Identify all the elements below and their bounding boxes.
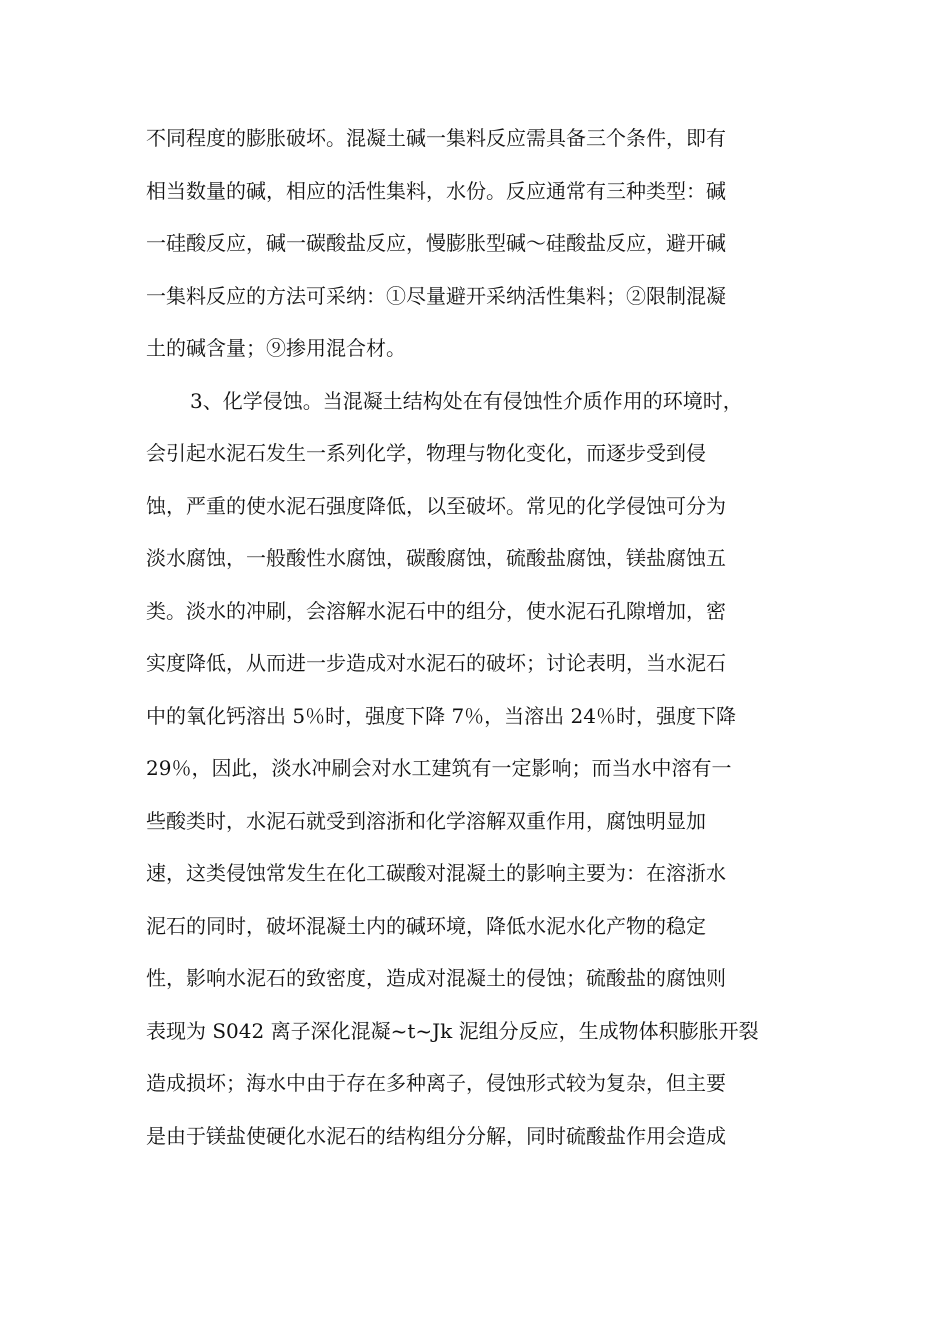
text-line: 速，这类侵蚀常发生在化工碳酸对混凝土的影响主要为：在溶浙水	[146, 861, 726, 885]
text-line: 29％，因此，淡水冲刷会对水工建筑有一定影响；而当水中溶有一	[146, 756, 732, 780]
text-line: 造成损坏；海水中由于存在多种离子，侵蚀形式较为复杂，但主要	[146, 1071, 726, 1095]
text-line: 泥石的同时，破坏混凝土内的碱环境，降低水泥水化产物的稳定	[146, 913, 706, 938]
text-line: 蚀，严重的使水泥石强度降低，以至破坏。常见的化学侵蚀可分为	[146, 493, 726, 518]
text-line: 一硅酸反应，碱一碳酸盐反应，慢膨胀型碱～硅酸盐反应，避开碱	[146, 231, 726, 255]
text-line: 不同程度的膨胀破坏。混凝土碱一集料反应需具备三个条件，即有	[146, 126, 726, 150]
body-text	[146, 115, 806, 1165]
text-line: 会引起水泥石发生一系列化学，物理与物化变化，而逐步受到侵	[146, 441, 706, 465]
text-line: 性，影响水泥石的致密度，造成对混凝土的侵蚀；硫酸盐的腐蚀则	[146, 966, 726, 990]
text-line: 淡水腐蚀，一般酸性水腐蚀，碳酸腐蚀，硫酸盐腐蚀，镁盐腐蚀五	[146, 546, 726, 570]
text-line: 相当数量的碱，相应的活性集料，水份。反应通常有三种类型：碱	[146, 178, 726, 203]
text-line: 表现为 S042 离子深化混凝~t~Jk 泥组分反应，生成物体积膨胀开裂	[146, 1018, 759, 1043]
text-line: 是由于镁盐使硬化水泥石的结构组分分解，同时硫酸盐作用会造成	[146, 1123, 726, 1148]
text-line: 些酸类时，水泥石就受到溶浙和化学溶解双重作用，腐蚀明显加	[146, 808, 706, 833]
text-line: 实度降低，从而进一步造成对水泥石的破坏；讨论表明，当水泥石	[146, 651, 726, 675]
text-line: 土的碱含量；⑨掺用混合材。	[146, 336, 406, 360]
paragraph-start-line: 3、化学侵蚀。当混凝土结构处在有侵蚀性介质作用的环境时，	[190, 388, 743, 413]
text-line: 中的氧化钙溶出 5％时，强度下降 7％，当溶出 24％时，强度下降	[146, 703, 736, 728]
text-line: 类。淡水的冲刷，会溶解水泥石中的组分，使水泥石孔隙增加，密	[146, 598, 726, 623]
text-line: 一集料反应的方法可采纳：①尽量避开采纳活性集料；②限制混凝	[146, 283, 726, 308]
